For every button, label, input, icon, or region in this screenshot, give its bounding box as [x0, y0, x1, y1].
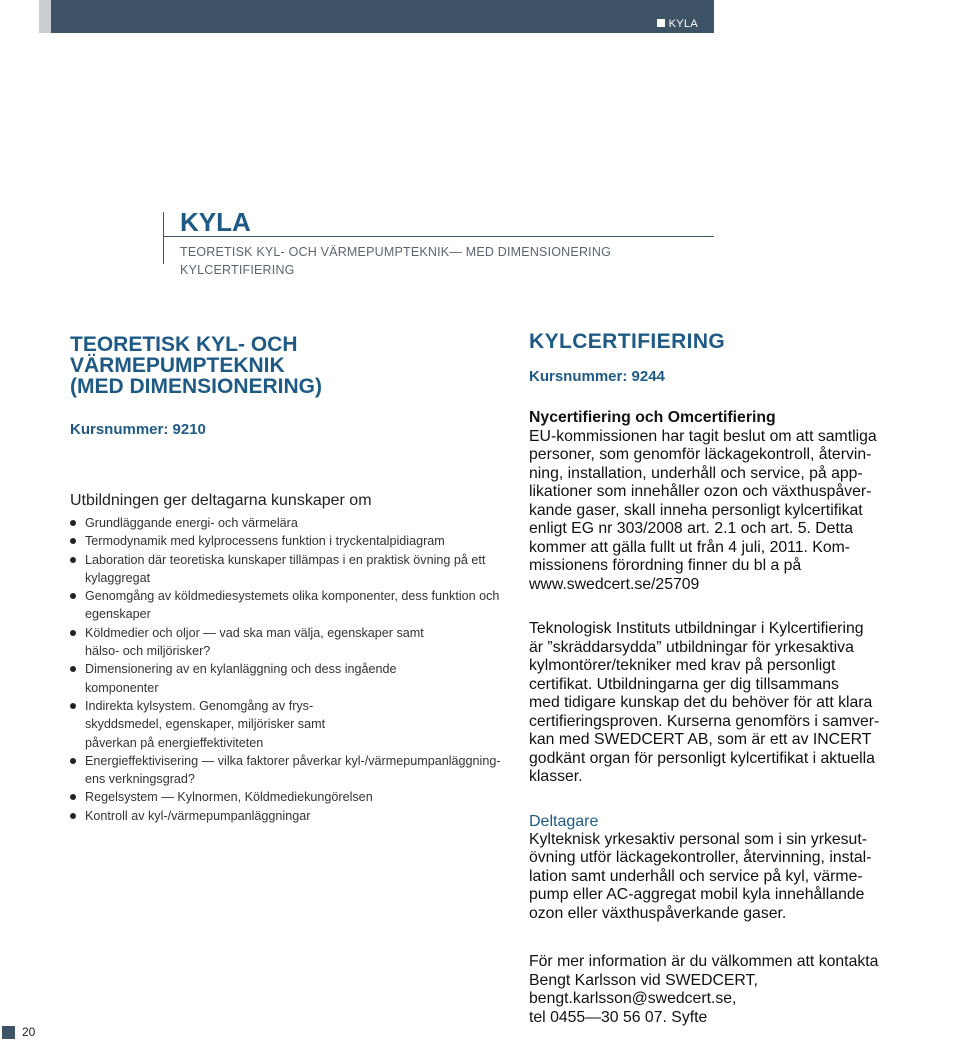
topic-list	[70, 514, 510, 825]
list-item: Laboration där teoretiska kunskaper tillämpas i en praktisk övning på ett kylaggregat	[70, 551, 510, 588]
section-subtitle-1: TEORETISK KYL- OCH VÄRMEPUMPTEKNIK— MED DIMENSIONERING	[180, 245, 611, 259]
participants-heading: Deltagare	[529, 812, 599, 830]
header-accent	[39, 0, 51, 33]
list-item: Köldmedier och oljor — vad ska man välja, egenskaper samt hälso- och miljörisker?	[70, 624, 510, 661]
paragraph-contact: För mer information är du välkommen att kontakta Bengt Karlsson vid SWEDCERT, bengt.karlsson@swedcert.se, tel 0455—30 56 07. Syfte	[529, 953, 879, 1026]
course-title: TEORETISK KYL- OCH VÄRMEPUMPTEKNIK (MED DIMENSIONERING)	[70, 333, 322, 398]
list-item: Genomgång av köldmediesystemets olika komponenter, dess funktion och egenskaper	[70, 587, 510, 624]
bullet-icon	[70, 520, 76, 526]
section-title: KYLA	[180, 207, 251, 237]
list-item: Kontroll av kyl-/värmepumpanläggningar	[70, 807, 510, 825]
bullet-icon	[70, 758, 76, 764]
bullet-icon	[70, 813, 76, 819]
list-item: Regelsystem — Kylnormen, Köldmediekungörelsen	[70, 788, 510, 806]
section-subtitle-2: KYLCERTIFIERING	[180, 263, 295, 277]
square-icon	[657, 19, 665, 27]
bullet-icon	[70, 794, 76, 800]
list-item: Grundläggande energi- och värmelära	[70, 514, 510, 532]
paragraph-participants: Kylteknisk yrkesaktiv personal som i sin yrkesut- övning utför läckagekontroller, återvinning, instal- lation samt underhåll och service på kyl, värme- pump eller AC-aggregat mobil kyla innehållande ozon eller växthuspåverkande gaser.	[529, 830, 872, 922]
certification-course-number: Kursnummer: 9244	[529, 368, 665, 385]
certification-heading: Nycertifiering och Omcertifiering	[529, 409, 776, 426]
bullet-icon	[70, 538, 76, 544]
paragraph-institute: Teknologisk Instituts utbildningar i Kylcertifiering är ”skräddarsydda” utbildningar för yrkesaktiva kylmontörer/tekniker med krav på personligt certifikat. Utbildningarna ger dig tillsammans med tidigare kunskap det du behöver för att klara certifieringsproven. Kurserna genomförs i samver- kan med SWEDCERT AB, som är ett av INCERT godkänt organ för personligt kylcertifikat i aktuella klasser.	[529, 620, 880, 785]
list-item: Energieffektivisering — vilka faktorer påverkar kyl-/värmepumpanläggning- ens verkningsgrad?	[70, 752, 510, 789]
header-bar	[39, 0, 714, 33]
bullet-icon	[70, 703, 76, 709]
page-number: 20	[22, 1025, 36, 1039]
list-item: Termodynamik med kylprocessens funktion i tryckentalpidiagram	[70, 532, 510, 550]
header-section-label: KYLA	[657, 18, 698, 30]
intro-text: Utbildningen ger deltagarna kunskaper om	[70, 492, 372, 509]
page-marker-icon	[2, 1026, 15, 1039]
right-column	[529, 330, 959, 1027]
bullet-icon	[70, 557, 76, 563]
list-item: Dimensionering av en kylanläggning och dess ingående komponenter	[70, 660, 510, 697]
list-item: Indirekta kylsystem. Genomgång av frys- skyddsmedel, egenskaper, miljörisker samt påverkan på energieffektiviteten	[70, 697, 510, 752]
certification-title: KYLCERTIFIERING	[529, 330, 726, 353]
bullet-icon	[70, 666, 76, 672]
bullet-icon	[70, 630, 76, 636]
left-column	[70, 334, 510, 825]
bullet-icon	[70, 593, 76, 599]
section-divider-vertical	[163, 212, 164, 264]
course-number: Kursnummer: 9210	[70, 421, 206, 438]
paragraph-eu: EU-kommissionen har tagit beslut om att samtliga personer, som genomför läckagekontroll, återvin- ning, installation, underhåll och service, på app- likationer som innehåller ozon och växthuspåver- kande gaser, skall inneha personligt kylcertifikat enligt EG nr 303/2008 art. 2.1 och art. 5. Detta kommer att gälla fullt ut från 4 juli, 2011. Kom- missionens förordning finner du bl a på www.swedcert.se/25709	[529, 427, 877, 593]
